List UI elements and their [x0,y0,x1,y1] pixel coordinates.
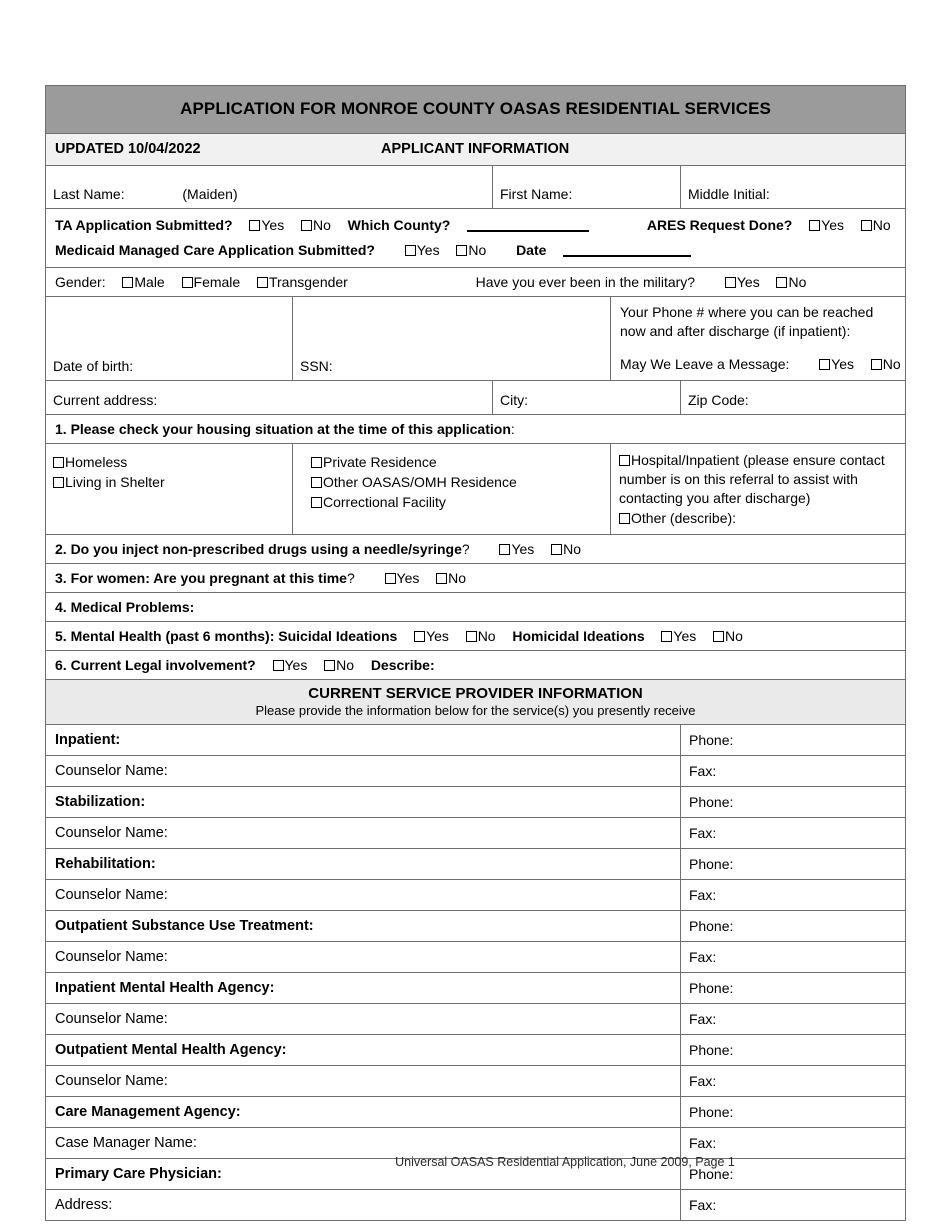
service-name-cell[interactable] [46,910,681,941]
name-row [46,166,906,209]
ares-request-label: ARES Request Done? [646,217,793,233]
checkbox-icon[interactable] [311,457,322,468]
service-contact-cell[interactable] [681,1127,906,1158]
service-contact-label: Phone: [689,793,734,810]
question6-yes-option[interactable] [273,657,308,673]
service-provider-row [46,724,906,755]
question2-no-label: No [563,540,581,557]
suicidal-yes-label: Yes [426,627,449,644]
service-provider-row [46,755,906,786]
service-row-label: Counselor Name: [55,762,168,779]
service-row-label: Counselor Name: [55,886,168,903]
leave-message-label: May We Leave a Message: [620,355,790,372]
service-row-label: Inpatient Mental Health Agency: [55,979,275,996]
suicidal-no-option[interactable] [466,628,496,644]
housing-column-1 [46,443,293,534]
city-cell[interactable] [493,380,681,414]
gender-transgender-option[interactable] [257,274,348,290]
service-contact-label: Fax: [689,1196,717,1213]
gender-military-cell [46,268,906,297]
checkbox-icon[interactable] [249,220,260,231]
service-contact-label: Phone: [689,1041,734,1058]
checkbox-icon[interactable] [713,631,724,642]
checkbox-icon[interactable] [385,573,396,584]
housing-option-homeless[interactable] [53,452,285,472]
question3-no-label: No [448,569,467,586]
checkbox-icon[interactable] [619,455,630,466]
ares-yes-option[interactable] [809,217,844,233]
service-contact-cell[interactable] [681,755,906,786]
checkbox-icon[interactable] [725,277,736,288]
service-contact-label: Fax: [689,886,717,903]
service-provider-rows [46,724,906,1220]
service-contact-cell[interactable] [681,972,906,1003]
ta-medicaid-row [46,209,906,268]
service-name-cell[interactable] [46,972,681,1003]
gender-transgender-label: Transgender [268,274,348,290]
question3-label: 3. For women: Are you pregnant at this time [55,569,347,586]
service-row-label: Counselor Name: [55,1072,168,1089]
checkbox-icon[interactable] [53,457,64,468]
service-contact-cell[interactable] [681,1003,906,1034]
question1-colon: : [510,420,515,437]
service-provider-row [46,941,906,972]
question2-tail: ? [461,540,470,557]
subheader-bar [46,134,906,166]
medicaid-yes-option[interactable] [405,242,440,258]
current-address-label: Current address: [53,391,158,408]
footer-text: Universal OASAS Residential Application, June 2009, Page 1 [395,1155,735,1169]
ares-no-option[interactable] [861,217,891,233]
last-name-label: Last Name: [53,186,125,202]
page-footer [0,1155,950,1169]
medicaid-yes-label: Yes [416,242,440,258]
question2-no-option[interactable] [551,541,581,557]
housing-option-label: Homeless [65,453,128,470]
service-contact-cell[interactable] [681,848,906,879]
service-contact-cell[interactable] [681,817,906,848]
service-row-label: Care Management Agency: [55,1103,241,1120]
service-section-header [46,679,906,724]
question2-cell [46,534,906,563]
housing-column-3 [611,443,906,534]
which-county-label: Which County? [347,217,451,233]
homicidal-no-label: No [725,627,743,644]
service-provider-row [46,786,906,817]
applicant-information-label: APPLICANT INFORMATION [381,141,570,157]
military-yes-option[interactable] [725,274,760,290]
service-contact-label: Phone: [689,731,734,748]
address-row [46,380,906,414]
middle-initial-label: Middle Initial: [688,186,770,202]
housing-option-shelter[interactable] [53,472,285,492]
medicaid-no-label: No [468,242,487,258]
maiden-label: (Maiden) [182,186,238,202]
housing-option-label: Living in Shelter [65,473,165,490]
housing-option-label: Other (describe): [631,509,737,526]
question3-tail: ? [346,569,355,586]
question1-label: 1. Please check your housing situation at the time of this application [55,420,511,437]
service-contact-label: Phone: [689,1103,734,1120]
leave-message-no-label: No [882,355,901,372]
service-row-label: Outpatient Substance Use Treatment: [55,917,314,934]
gender-female-label: Female [193,274,241,290]
service-person-cell[interactable] [46,1127,681,1158]
service-provider-row [46,879,906,910]
question5-cell [46,621,906,650]
service-person-cell[interactable] [46,1189,681,1220]
service-row-label: Primary Care Physician: [55,1165,222,1182]
question6-cell [46,650,906,679]
which-county-input[interactable] [467,218,589,232]
checkbox-icon[interactable] [819,359,830,370]
service-contact-label: Phone: [689,917,734,934]
question6-no-option[interactable] [324,657,354,673]
homicidal-yes-label: Yes [673,627,697,644]
first-name-label: First Name: [500,186,573,202]
service-row-label: Outpatient Mental Health Agency: [55,1041,287,1058]
service-contact-label: Fax: [689,1010,717,1027]
service-contact-cell[interactable] [681,879,906,910]
homicidal-label: Homicidal Ideations [512,627,645,644]
checkbox-icon[interactable] [414,631,425,642]
gender-label: Gender: [55,274,106,290]
service-contact-label: Phone: [689,1165,734,1182]
military-no-option[interactable] [776,274,806,290]
question3-cell [46,563,906,592]
question2-yes-option[interactable] [499,541,534,557]
ares-yes-label: Yes [821,217,844,233]
checkbox-icon[interactable] [311,477,322,488]
question6-describe-label: Describe: [370,656,435,673]
ta-yes-option[interactable] [249,217,284,233]
checkbox-icon[interactable] [661,631,672,642]
service-name-cell[interactable] [46,1096,681,1127]
form-table [45,85,906,1221]
housing-option-label: Other OASAS/OMH Residence [323,473,517,490]
checkbox-icon[interactable] [257,277,268,288]
service-contact-label: Phone: [689,855,734,872]
dob-ssn-phone-row [46,297,906,381]
checkbox-icon[interactable] [311,497,322,508]
housing-option-other[interactable] [619,509,898,528]
question3-row [46,563,906,592]
question5-label: 5. Mental Health (past 6 months): Suicidal Ideations [55,627,398,644]
ta-application-label: TA Application Submitted? [55,217,233,233]
title-row [46,86,906,134]
service-person-cell[interactable] [46,879,681,910]
service-contact-label: Fax: [689,1072,717,1089]
question6-yes-label: Yes [284,656,308,673]
question2-label: 2. Do you inject non-prescribed drugs using a needle/syringe [55,540,462,557]
date-of-birth-label: Date of birth: [53,357,134,374]
service-name-cell[interactable] [46,724,681,755]
question1-label-cell [46,414,906,443]
service-row-label: Stabilization: [55,793,146,810]
date-of-birth-cell[interactable] [46,297,293,381]
phone-note: Your Phone # where you can be reached now and after discharge (if inpatient): [620,304,874,339]
service-row-label: Rehabilitation: [55,855,156,872]
question3-yes-label: Yes [396,569,420,586]
checkbox-icon[interactable] [466,631,477,642]
service-provider-row [46,910,906,941]
question6-no-label: No [336,656,355,673]
ares-no-label: No [872,217,891,233]
housing-option-oasas-omh-residence[interactable] [311,472,603,492]
gender-male-label: Male [134,274,165,290]
page-title: APPLICATION FOR MONROE COUNTY OASAS RESIDENTIAL SERVICES [46,86,906,134]
homicidal-no-option[interactable] [713,628,743,644]
ta-application-line [55,217,897,233]
question4-row [46,592,906,621]
checkbox-icon[interactable] [405,245,416,256]
ta-no-option[interactable] [301,217,331,233]
housing-options-row [46,443,906,534]
service-contact-label: Fax: [689,762,717,779]
ta-yes-label: Yes [261,217,285,233]
service-contact-label: Fax: [689,1134,717,1151]
suicidal-no-label: No [477,627,496,644]
middle-initial-cell[interactable] [681,166,906,209]
service-person-cell[interactable] [46,1065,681,1096]
service-provider-row [46,1065,906,1096]
suicidal-yes-option[interactable] [414,628,449,644]
service-provider-row [46,1034,906,1065]
checkbox-icon[interactable] [776,277,787,288]
housing-option-label: Private Residence [323,453,437,470]
service-name-cell[interactable] [46,786,681,817]
service-person-cell[interactable] [46,817,681,848]
question1-header-row [46,414,906,443]
service-contact-cell[interactable] [681,1034,906,1065]
leave-message-line [620,355,901,374]
gender-female-option[interactable] [182,274,241,290]
service-contact-cell[interactable] [681,724,906,755]
service-contact-cell[interactable] [681,941,906,972]
updated-date-label: UPDATED 10/04/2022 [55,141,201,157]
service-contact-label: Phone: [689,979,734,996]
ssn-cell[interactable] [293,297,611,381]
checkbox-icon[interactable] [53,477,64,488]
question6-label: 6. Current Legal involvement? [55,656,256,673]
housing-option-correctional-facility[interactable] [311,492,603,512]
service-contact-cell[interactable] [681,910,906,941]
service-section-subtitle: Please provide the information below for the service(s) you presently receive [255,702,696,718]
service-provider-row [46,972,906,1003]
service-provider-row [46,1003,906,1034]
service-contact-cell[interactable] [681,1065,906,1096]
checkbox-icon[interactable] [324,660,335,671]
service-provider-row [46,1127,906,1158]
checkbox-icon[interactable] [861,220,872,231]
application-form [45,85,905,1221]
question3-no-option[interactable] [436,570,466,586]
checkbox-icon[interactable] [436,573,447,584]
service-provider-row [46,1189,906,1220]
service-row-label: Counselor Name: [55,948,168,965]
homicidal-yes-option[interactable] [661,628,696,644]
service-contact-cell[interactable] [681,1096,906,1127]
phone-cell[interactable] [611,297,906,381]
service-contact-label: Fax: [689,948,717,965]
military-question-label: Have you ever been in the military? [475,274,696,290]
medicaid-date-label: Date [516,242,547,258]
service-person-cell[interactable] [46,941,681,972]
military-yes-label: Yes [736,274,760,290]
zip-cell[interactable] [681,380,906,414]
ta-medicaid-cell [46,209,906,268]
service-row-label: Counselor Name: [55,1010,168,1027]
question4-label: 4. Medical Problems: [55,598,195,615]
service-contact-cell[interactable] [681,786,906,817]
checkbox-icon[interactable] [456,245,467,256]
service-provider-row [46,817,906,848]
ssn-label: SSN: [300,357,333,374]
service-row-label: Inpatient: [55,731,121,748]
question6-row [46,650,906,679]
first-name-cell[interactable] [493,166,681,209]
medicaid-date-input[interactable] [563,243,691,257]
service-provider-row [46,1096,906,1127]
leave-message-yes-label: Yes [831,355,855,372]
checkbox-icon[interactable] [499,544,510,555]
service-row-label: Case Manager Name: [55,1134,197,1151]
question3-yes-option[interactable] [385,570,420,586]
service-section-header-row [46,679,906,724]
checkbox-icon[interactable] [273,660,284,671]
gender-row [46,268,906,297]
current-address-cell[interactable] [46,380,493,414]
housing-option-label: Correctional Facility [323,494,446,511]
service-name-cell[interactable] [46,1034,681,1065]
leave-message-no-option[interactable] [871,355,901,374]
medicaid-line [55,242,897,258]
service-person-cell[interactable] [46,755,681,786]
checkbox-icon[interactable] [182,277,193,288]
updated-row [46,134,906,166]
service-contact-cell[interactable] [681,1189,906,1220]
medicaid-label: Medicaid Managed Care Application Submitted? [55,242,375,258]
service-section-title: CURRENT SERVICE PROVIDER INFORMATION [308,684,643,702]
leave-message-yes-option[interactable] [819,355,854,374]
checkbox-icon[interactable] [619,513,630,524]
medicaid-no-option[interactable] [456,242,486,258]
housing-option-hospital-inpatient[interactable] [619,451,898,509]
housing-column-2 [293,443,611,534]
checkbox-icon[interactable] [809,220,820,231]
gender-male-option[interactable] [122,274,164,290]
housing-option-private-residence[interactable] [311,452,603,472]
checkbox-icon[interactable] [871,359,882,370]
ta-no-label: No [312,217,331,233]
city-label: City: [500,391,528,408]
checkbox-icon[interactable] [551,544,562,555]
service-contact-label: Fax: [689,824,717,841]
question2-yes-label: Yes [511,540,535,557]
service-row-label: Address: [55,1196,113,1213]
question5-row [46,621,906,650]
service-row-label: Counselor Name: [55,824,168,841]
zip-label: Zip Code: [688,391,749,408]
housing-option-label: Hospital/Inpatient (please ensure contact number is on this referral to assist with contacting you after discharge) [619,451,885,507]
checkbox-icon[interactable] [301,220,312,231]
last-name-cell[interactable] [46,166,493,209]
service-name-cell[interactable] [46,848,681,879]
service-provider-row [46,848,906,879]
service-person-cell[interactable] [46,1003,681,1034]
question2-row [46,534,906,563]
question4-cell[interactable] [46,592,906,621]
checkbox-icon[interactable] [122,277,133,288]
military-no-label: No [788,274,807,290]
